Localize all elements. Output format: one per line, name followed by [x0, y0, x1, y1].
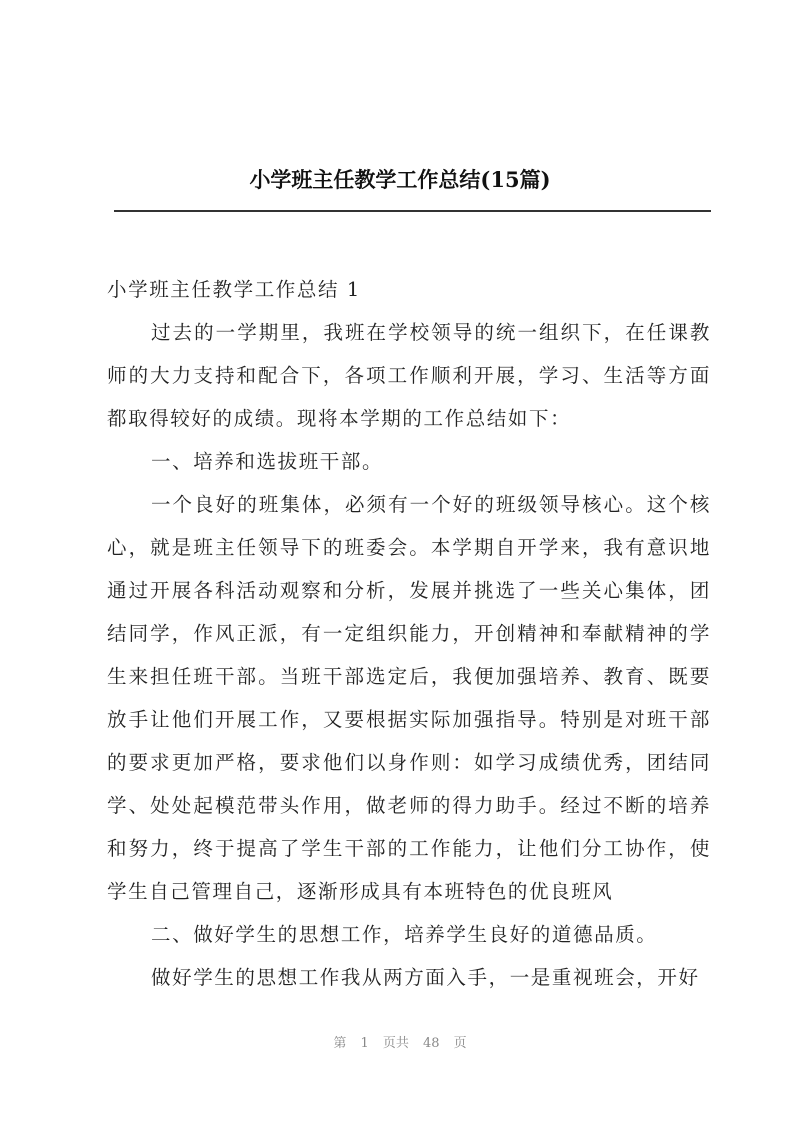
text-line: 学、处处起模范带头作用，做老师的得力助手。经过不断的培养	[107, 794, 711, 817]
text-line: 放手让他们开展工作，又要根据实际加强指导。特别是对班干部	[107, 708, 711, 731]
paragraph	[107, 483, 711, 913]
text-line: 小学班主任教学工作总结 1	[107, 278, 361, 301]
paragraph	[107, 440, 711, 483]
title-divider	[114, 210, 711, 212]
paragraph	[107, 268, 711, 311]
text-line: 一、培养和选拔班干部。	[151, 450, 384, 473]
document-body	[107, 268, 711, 999]
paragraph	[107, 913, 711, 956]
paragraph	[107, 956, 711, 999]
text-line: 的要求更加严格，要求他们以身作则：如学习成绩优秀，团结同	[107, 751, 711, 774]
text-line: 和努力，终于提高了学生干部的工作能力，让他们分工协作，使	[107, 837, 711, 860]
document-title: 小学班主任教学工作总结(15篇)	[249, 167, 551, 192]
text-line: 二、做好学生的思想工作，培养学生良好的道德品质。	[151, 923, 658, 946]
text-line: 心，就是班主任领导下的班委会。本学期自开学来，我有意识地	[107, 536, 711, 559]
text-line: 师的大力支持和配合下，各项工作顺利开展，学习、生活等方面	[107, 364, 711, 387]
text-line: 做好学生的思想工作我从两方面入手，一是重视班会，开好	[151, 966, 700, 989]
paragraph	[107, 311, 711, 440]
text-line: 都取得较好的成绩。现将本学期的工作总结如下：	[107, 407, 572, 430]
text-line: 通过开展各科活动观察和分析，发展并挑选了一些关心集体，团	[107, 579, 711, 602]
text-line: 一个良好的班集体，必须有一个好的班级领导核心。这个核	[151, 493, 711, 516]
text-line: 过去的一学期里，我班在学校领导的统一组织下，在任课教	[151, 321, 711, 344]
text-line: 生来担任班干部。当班干部选定后，我便加强培养、教育、既要	[107, 665, 711, 688]
page-footer: 第 1 页共 48 页	[333, 1036, 467, 1051]
text-line: 学生自己管理自己，逐渐形成具有本班特色的优良班风	[107, 880, 614, 903]
text-line: 结同学，作风正派，有一定组织能力，开创精神和奉献精神的学	[107, 622, 711, 645]
